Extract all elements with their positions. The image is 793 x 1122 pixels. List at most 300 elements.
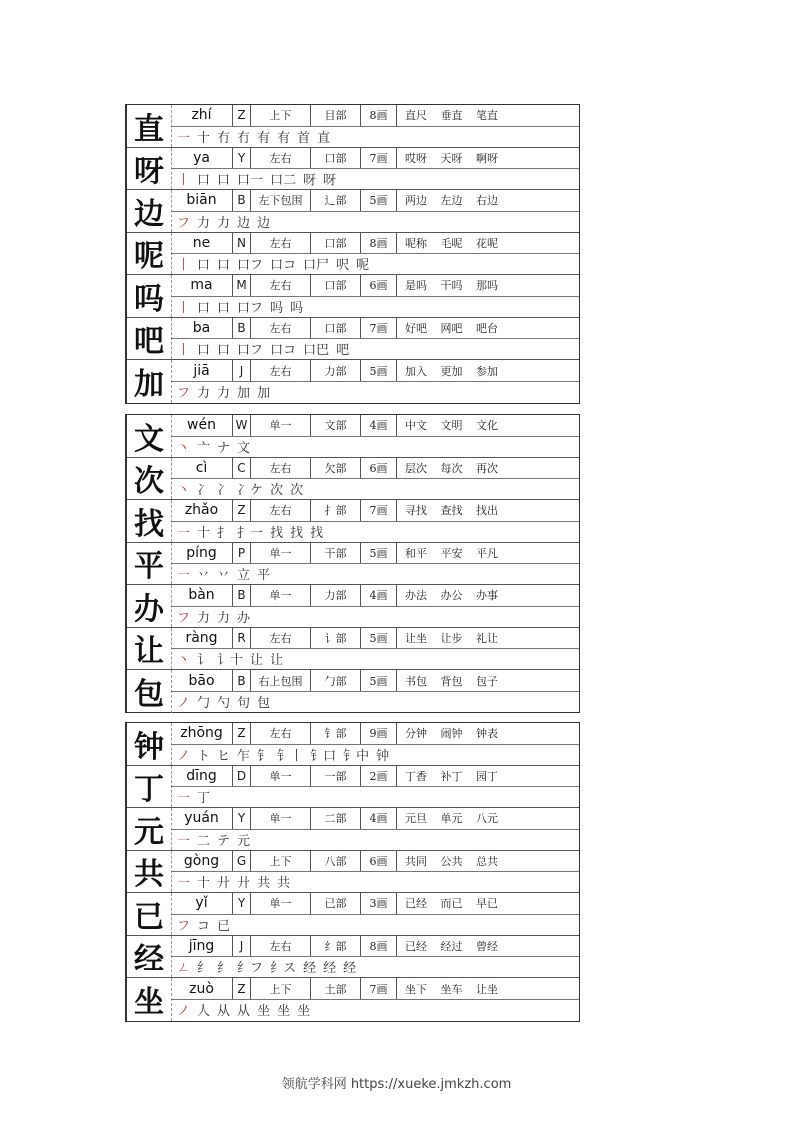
stroke-count: 4画 xyxy=(361,585,397,606)
stroke-step: 丨 xyxy=(177,258,191,274)
footer-watermark: 领航学科网 https://xueke.jmkzh.com xyxy=(281,1077,512,1092)
stroke-step: 纟ス xyxy=(270,961,297,977)
big-character: 经 xyxy=(127,936,172,978)
character-row xyxy=(127,275,579,318)
stroke-step: 丷 xyxy=(217,568,231,584)
word-examples: 办法 办公 办事 xyxy=(405,589,498,603)
pinyin: wén xyxy=(171,415,233,436)
big-character: 次 xyxy=(127,458,172,500)
stroke-step: 力 xyxy=(197,215,211,231)
stroke-step: 一 xyxy=(177,568,191,584)
block-2 xyxy=(125,414,580,713)
character-row xyxy=(127,233,579,276)
character-row xyxy=(127,808,579,851)
big-character: 平 xyxy=(127,543,172,585)
big-character: 钟 xyxy=(127,723,172,765)
stroke-step: 找 xyxy=(310,525,324,541)
big-character: 办 xyxy=(127,585,172,627)
word-examples: 哎呀 天呀 啊呀 xyxy=(405,151,498,165)
block-1 xyxy=(125,104,580,404)
stroke-step: ヒ xyxy=(217,748,231,764)
radical: 口部 xyxy=(311,148,361,169)
character-row xyxy=(127,723,579,766)
radical: 纟部 xyxy=(311,936,361,957)
info-line xyxy=(171,360,579,382)
stroke-step: 一 xyxy=(177,791,191,807)
stroke-step: 口巴 xyxy=(303,343,330,359)
stroke-step: 纟 xyxy=(197,961,211,977)
big-character: 丁 xyxy=(127,766,172,808)
stroke-step: 吧 xyxy=(336,343,350,359)
stroke-step: 亠 xyxy=(197,440,211,456)
pinyin: yǐ xyxy=(171,893,233,914)
stroke-step: 乍 xyxy=(237,748,251,764)
stroke-order xyxy=(177,744,579,765)
word-examples: 好吧 网吧 吧台 xyxy=(405,321,498,335)
pinyin: ma xyxy=(171,275,233,296)
stroke-step: 吗 xyxy=(290,300,304,316)
structure: 左右 xyxy=(251,360,311,381)
stroke-step: 口コ xyxy=(270,343,297,359)
stroke-step: 找 xyxy=(270,525,284,541)
stroke-step: 丁 xyxy=(197,791,211,807)
stroke-order xyxy=(177,521,579,542)
structure: 单一 xyxy=(251,415,311,436)
stroke-step: 次 xyxy=(270,483,284,499)
big-character: 元 xyxy=(127,808,172,850)
pinyin: cì xyxy=(171,458,233,479)
structure: 左右 xyxy=(251,936,311,957)
stroke-step: 从 xyxy=(237,1004,251,1020)
character-row xyxy=(127,766,579,809)
stroke-step: 勺 xyxy=(217,696,231,712)
stroke-step: 一 xyxy=(177,130,191,146)
stroke-step: 找 xyxy=(290,525,304,541)
structure: 左右 xyxy=(251,275,311,296)
structure: 单一 xyxy=(251,893,311,914)
stroke-step: 钅口 xyxy=(310,748,337,764)
stroke-step: 有 xyxy=(277,130,291,146)
info-line xyxy=(171,936,579,958)
stroke-step: 让 xyxy=(250,653,264,669)
character-row xyxy=(127,360,579,403)
stroke-step: 共 xyxy=(257,876,271,892)
radical: 力部 xyxy=(311,585,361,606)
stroke-step: 边 xyxy=(237,215,251,231)
stroke-count: 7画 xyxy=(361,978,397,999)
info-line xyxy=(171,670,579,692)
stroke-step: 丶 xyxy=(177,440,191,456)
stroke-step: 钅丨 xyxy=(277,748,304,764)
stroke-order xyxy=(177,691,579,712)
stroke-step: 直 xyxy=(317,130,331,146)
stroke-step: 共 xyxy=(277,876,291,892)
big-character: 已 xyxy=(127,893,172,935)
stroke-step: コ xyxy=(197,918,211,934)
character-row xyxy=(127,893,579,936)
info-line xyxy=(171,415,579,437)
stroke-order xyxy=(177,478,579,499)
pinyin: zhí xyxy=(171,105,233,126)
stroke-step: 让 xyxy=(270,653,284,669)
structure: 左下包围 xyxy=(251,190,311,211)
structure: 左右 xyxy=(251,458,311,479)
big-character: 吗 xyxy=(127,275,172,317)
stroke-step: ノ xyxy=(177,1004,191,1020)
stroke-step: フ xyxy=(177,918,191,934)
stroke-step: 丶 xyxy=(177,483,191,499)
word-examples: 是吗 干吗 那吗 xyxy=(405,279,498,293)
pinyin: píng xyxy=(171,543,233,564)
stroke-step: フ xyxy=(177,386,191,402)
radical: 扌部 xyxy=(311,500,361,521)
initial-letter: N xyxy=(233,233,251,254)
stroke-step: 口フ xyxy=(237,300,264,316)
stroke-step: 冫 xyxy=(217,483,231,499)
stroke-step: 有 xyxy=(257,130,271,146)
info-line xyxy=(171,585,579,607)
initial-letter: Z xyxy=(233,723,251,744)
pinyin: yuán xyxy=(171,808,233,829)
stroke-step: ト xyxy=(197,748,211,764)
stroke-step: 加 xyxy=(237,386,251,402)
character-row xyxy=(127,628,579,671)
big-character: 呀 xyxy=(127,148,172,190)
stroke-order xyxy=(177,338,579,359)
word-examples: 加入 更加 参加 xyxy=(405,364,498,378)
stroke-step: 口 xyxy=(217,343,231,359)
info-line xyxy=(171,233,579,255)
stroke-order xyxy=(177,168,579,189)
stroke-step: 讠十 xyxy=(217,653,244,669)
stroke-step: 口 xyxy=(217,173,231,189)
stroke-step: 呎 xyxy=(336,258,350,274)
pinyin: gòng xyxy=(171,851,233,872)
word-examples: 两边 左边 右边 xyxy=(405,194,498,208)
word-examples: 中文 文明 文化 xyxy=(405,419,498,433)
character-row xyxy=(127,585,579,628)
structure: 左右 xyxy=(251,500,311,521)
stroke-step: 口フ xyxy=(237,258,264,274)
word-examples: 书包 背包 包子 xyxy=(405,674,498,688)
stroke-count: 6画 xyxy=(361,851,397,872)
stroke-count: 4画 xyxy=(361,808,397,829)
big-character: 呢 xyxy=(127,233,172,275)
stroke-count: 8画 xyxy=(361,936,397,957)
radical: 口部 xyxy=(311,318,361,339)
stroke-order xyxy=(177,829,579,850)
pinyin: biān xyxy=(171,190,233,211)
stroke-step: 冫ケ xyxy=(237,483,264,499)
stroke-order xyxy=(177,563,579,584)
stroke-step: 冇 xyxy=(237,130,251,146)
character-row xyxy=(127,936,579,979)
stroke-order xyxy=(177,296,579,317)
word-examples: 让坐 让步 礼让 xyxy=(405,631,498,645)
info-line xyxy=(171,628,579,650)
radical: 二部 xyxy=(311,808,361,829)
stroke-step: フ xyxy=(177,610,191,626)
stroke-step: 丨 xyxy=(177,173,191,189)
stroke-step: 元 xyxy=(237,833,251,849)
stroke-count: 5画 xyxy=(361,543,397,564)
stroke-order xyxy=(177,914,579,935)
big-character: 让 xyxy=(127,628,172,670)
stroke-step: 钅中 xyxy=(343,748,370,764)
radical: 钅部 xyxy=(311,723,361,744)
stroke-count: 3画 xyxy=(361,893,397,914)
stroke-step: 冫 xyxy=(197,483,211,499)
stroke-count: 5画 xyxy=(361,360,397,381)
stroke-step: 一 xyxy=(177,833,191,849)
stroke-step: 丷 xyxy=(197,568,211,584)
stroke-count: 6画 xyxy=(361,275,397,296)
stroke-count: 7画 xyxy=(361,318,397,339)
stroke-step: 经 xyxy=(343,961,357,977)
character-row xyxy=(127,978,579,1021)
stroke-step: フ xyxy=(177,215,191,231)
structure: 左右 xyxy=(251,148,311,169)
word-examples: 寻找 查找 找出 xyxy=(405,504,498,518)
stroke-step: 冇 xyxy=(217,130,231,146)
big-character: 文 xyxy=(127,415,172,457)
info-line xyxy=(171,851,579,873)
stroke-step: 口コ xyxy=(270,258,297,274)
stroke-step: 句 xyxy=(237,696,251,712)
stroke-step: 从 xyxy=(217,1004,231,1020)
block-3 xyxy=(125,722,580,1022)
stroke-order xyxy=(177,871,579,892)
big-character: 坐 xyxy=(127,978,172,1021)
radical: 口部 xyxy=(311,275,361,296)
radical: 口部 xyxy=(311,233,361,254)
pinyin: ne xyxy=(171,233,233,254)
radical: 土部 xyxy=(311,978,361,999)
structure: 上下 xyxy=(251,851,311,872)
initial-letter: R xyxy=(233,628,251,649)
structure: 左右 xyxy=(251,318,311,339)
stroke-step: 呀 xyxy=(303,173,317,189)
stroke-step: 力 xyxy=(217,215,231,231)
structure: 左右 xyxy=(251,233,311,254)
stroke-step: 次 xyxy=(290,483,304,499)
structure: 右上包围 xyxy=(251,670,311,691)
structure: 左右 xyxy=(251,628,311,649)
info-line xyxy=(171,978,579,1000)
stroke-step: 立 xyxy=(237,568,251,584)
word-examples: 和平 平安 平凡 xyxy=(405,546,498,560)
stroke-step: 力 xyxy=(217,386,231,402)
stroke-step: 力 xyxy=(217,610,231,626)
stroke-count: 5画 xyxy=(361,628,397,649)
info-line xyxy=(171,500,579,522)
word-examples: 层次 每次 再次 xyxy=(405,461,498,475)
stroke-step: 经 xyxy=(303,961,317,977)
character-row xyxy=(127,500,579,543)
stroke-step: 已 xyxy=(217,918,231,934)
info-line xyxy=(171,723,579,745)
initial-letter: G xyxy=(233,851,251,872)
stroke-step: 讠 xyxy=(197,653,211,669)
stroke-step: 口 xyxy=(197,343,211,359)
word-examples: 直尺 垂直 笔直 xyxy=(405,109,498,123)
info-line xyxy=(171,808,579,830)
stroke-step: ナ xyxy=(217,440,231,456)
radical: 目部 xyxy=(311,105,361,126)
stroke-step: 人 xyxy=(197,1004,211,1020)
stroke-step: 口 xyxy=(217,300,231,316)
stroke-step: 纟 xyxy=(217,961,231,977)
word-examples: 分钟 闹钟 钟表 xyxy=(405,727,498,741)
stroke-step: 口フ xyxy=(237,343,264,359)
pinyin: zuò xyxy=(171,978,233,999)
stroke-step: ㄥ xyxy=(177,961,191,977)
info-line xyxy=(171,275,579,297)
character-row xyxy=(127,458,579,501)
info-line xyxy=(171,190,579,212)
stroke-step: 经 xyxy=(323,961,337,977)
stroke-step: 呢 xyxy=(356,258,370,274)
stroke-step: 口 xyxy=(197,300,211,316)
stroke-order xyxy=(177,253,579,274)
info-line xyxy=(171,318,579,340)
stroke-step: 力 xyxy=(197,610,211,626)
word-examples: 丁香 补丁 园丁 xyxy=(405,769,498,783)
radical: 干部 xyxy=(311,543,361,564)
stroke-step: 丨 xyxy=(177,343,191,359)
stroke-order xyxy=(177,381,579,402)
initial-letter: Y xyxy=(233,808,251,829)
stroke-count: 6画 xyxy=(361,458,397,479)
big-character: 共 xyxy=(127,851,172,893)
stroke-step: 办 xyxy=(237,610,251,626)
radical: 讠部 xyxy=(311,628,361,649)
stroke-order xyxy=(177,786,579,807)
structure: 上下 xyxy=(251,105,311,126)
word-examples: 已经 经过 曾经 xyxy=(405,939,498,953)
stroke-step: 口二 xyxy=(270,173,297,189)
stroke-step: 口 xyxy=(197,258,211,274)
stroke-step: 包 xyxy=(257,696,271,712)
stroke-step: 一 xyxy=(177,876,191,892)
big-character: 边 xyxy=(127,190,172,232)
info-line xyxy=(171,543,579,565)
character-row xyxy=(127,415,579,458)
word-examples: 共同 公共 总共 xyxy=(405,854,498,868)
stroke-count: 4画 xyxy=(361,415,397,436)
stroke-step: 十 xyxy=(197,876,211,892)
stroke-step: 扌 xyxy=(217,525,231,541)
initial-letter: P xyxy=(233,543,251,564)
initial-letter: Z xyxy=(233,500,251,521)
stroke-step: 口 xyxy=(217,258,231,274)
stroke-step: 扌一 xyxy=(237,525,264,541)
initial-letter: J xyxy=(233,936,251,957)
stroke-step: 丨 xyxy=(177,300,191,316)
stroke-order xyxy=(177,999,579,1020)
pinyin: jīng xyxy=(171,936,233,957)
info-line xyxy=(171,766,579,788)
initial-letter: J xyxy=(233,360,251,381)
info-line xyxy=(171,105,579,127)
info-line xyxy=(171,458,579,480)
stroke-step: 平 xyxy=(257,568,271,584)
stroke-count: 2画 xyxy=(361,766,397,787)
character-row xyxy=(127,105,579,148)
big-character: 包 xyxy=(127,670,172,713)
structure: 单一 xyxy=(251,543,311,564)
stroke-step: 坐 xyxy=(297,1004,311,1020)
big-character: 找 xyxy=(127,500,172,542)
initial-letter: D xyxy=(233,766,251,787)
stroke-step: 一 xyxy=(177,525,191,541)
stroke-step: 文 xyxy=(237,440,251,456)
initial-letter: Y xyxy=(233,893,251,914)
stroke-step: 坐 xyxy=(277,1004,291,1020)
stroke-step: 丶 xyxy=(177,653,191,669)
pinyin: bàn xyxy=(171,585,233,606)
stroke-step: 廾 xyxy=(237,876,251,892)
pinyin: ya xyxy=(171,148,233,169)
stroke-order xyxy=(177,648,579,669)
info-line xyxy=(171,893,579,915)
stroke-count: 5画 xyxy=(361,670,397,691)
stroke-step: 廾 xyxy=(217,876,231,892)
initial-letter: B xyxy=(233,585,251,606)
info-line xyxy=(171,148,579,170)
initial-letter: B xyxy=(233,190,251,211)
stroke-step: 十 xyxy=(197,525,211,541)
pinyin: ràng xyxy=(171,628,233,649)
stroke-order xyxy=(177,436,579,457)
pinyin: zhǎo xyxy=(171,500,233,521)
initial-letter: Y xyxy=(233,148,251,169)
stroke-step: 边 xyxy=(257,215,271,231)
word-examples: 呢称 毛呢 花呢 xyxy=(405,236,498,250)
pinyin: bāo xyxy=(171,670,233,691)
word-examples: 已经 而已 早已 xyxy=(405,897,498,911)
word-examples: 坐下 坐车 让坐 xyxy=(405,982,498,996)
structure: 左右 xyxy=(251,723,311,744)
stroke-count: 7画 xyxy=(361,148,397,169)
pinyin: jiā xyxy=(171,360,233,381)
stroke-order xyxy=(177,126,579,147)
stroke-count: 9画 xyxy=(361,723,397,744)
stroke-step: 口一 xyxy=(237,173,264,189)
stroke-step: ノ xyxy=(177,748,191,764)
character-row xyxy=(127,148,579,191)
initial-letter: B xyxy=(233,318,251,339)
structure: 单一 xyxy=(251,585,311,606)
radical: 文部 xyxy=(311,415,361,436)
character-row xyxy=(127,318,579,361)
big-character: 吧 xyxy=(127,318,172,360)
structure: 上下 xyxy=(251,978,311,999)
stroke-step: 钅 xyxy=(257,748,271,764)
stroke-step: 坐 xyxy=(257,1004,271,1020)
stroke-step: 钟 xyxy=(376,748,390,764)
word-examples: 元旦 单元 八元 xyxy=(405,812,498,826)
radical: 力部 xyxy=(311,360,361,381)
stroke-step: 口尸 xyxy=(303,258,330,274)
stroke-order xyxy=(177,211,579,232)
radical: 已部 xyxy=(311,893,361,914)
stroke-step: 呀 xyxy=(323,173,337,189)
character-row xyxy=(127,670,579,713)
stroke-step: 二 xyxy=(197,833,211,849)
initial-letter: Z xyxy=(233,978,251,999)
pinyin: zhōng xyxy=(171,723,233,744)
